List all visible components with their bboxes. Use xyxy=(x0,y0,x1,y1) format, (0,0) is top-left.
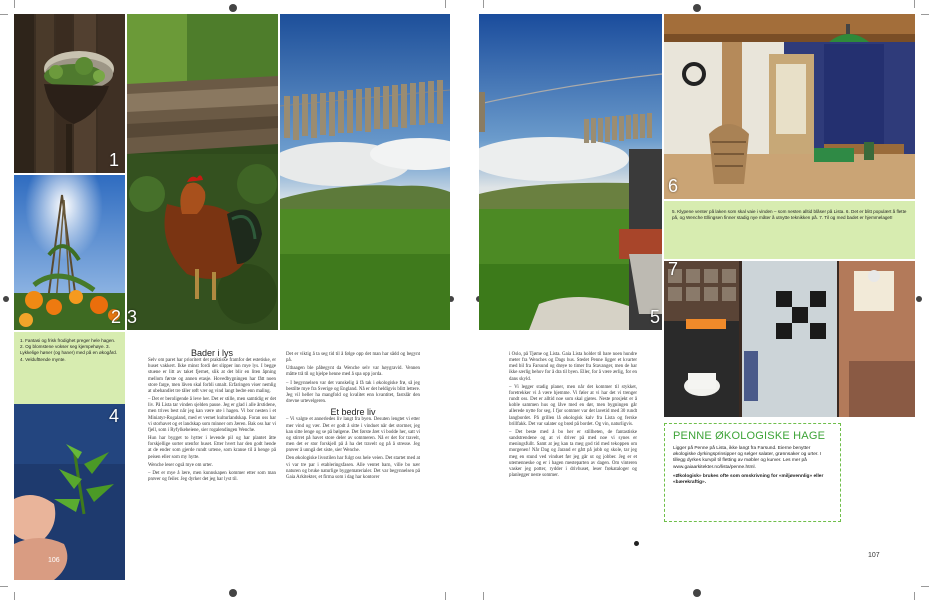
bean-poles-flowers-photo xyxy=(14,175,125,330)
photo-number: 1 xyxy=(108,150,119,170)
info-sidebar xyxy=(664,423,841,522)
crop-line xyxy=(914,592,915,600)
crop-line xyxy=(483,592,484,600)
crop-line xyxy=(0,586,8,587)
photo-number: 3 xyxy=(127,307,138,327)
crop-line xyxy=(14,0,15,8)
hands-herb-photo xyxy=(14,404,125,580)
crop-line xyxy=(483,0,484,8)
crop-line xyxy=(445,592,446,600)
clothespins-field-left-photo xyxy=(280,14,450,330)
laundry-line-field-photo xyxy=(479,14,662,330)
photo-number: 4 xyxy=(108,406,119,426)
registration-mark xyxy=(229,4,237,12)
photo-number: 2 xyxy=(110,307,121,327)
end-mark xyxy=(634,541,639,546)
rooster-photo xyxy=(127,14,278,330)
crop-line xyxy=(914,0,915,8)
page-number-left: 106 xyxy=(48,557,60,564)
crop-line xyxy=(14,592,15,600)
crop-line xyxy=(445,0,446,8)
article-column-2: Det er viktig å ta seg tid til å følge opp det man har sådd og begynt på. Utbaagen ble påbegynt da Wenche selv var høygravid. Vennen måtte trå til og hjelpe henne med å spa opp jorda. – I begynnelsen var det vanskelig å få tak i økologiske frø, så jeg bestilte mye fra Sverige og England. Nå er det heldigvis blitt lettere. Jeg vil heller ha mangfold og kvalitet enn kvantitet, fastslår den drevne urtevelgeren. Et bedre liv – Vi valgte et annerledes liv langt fra byen. Desuten lengtet vi etter mer vind og vær. Det er godt å sitte i vinduet når det stormer, jeg kan sitte lenge og se på bølgene. Det første året vi bodde her, satt vi og stirret på havet store deler av sommeren. Nå er det for travelt, men det er stor forskjell på å ha det travelt og på å stresse. Jeg prøver å unngå det siste, sier Wenche. Den økologiske livsstilen har fulgt oss hele veien. Det startet med at vi var tre par i etableringsfasen. Alle ventet barn, ville bo nær naturen og bruke naturlige byggematerialer. Det var begynnelsen på Gaia Arkitekter, et firma som i dag har kontorer xyxy=(286,352,420,480)
article-column-3: i Oslo, på Tjøme og Lista. Gaia Lista holder til bare noen hundre meter fra Wenches og Dags hus. Stedet Penne ligger et kvarter med bil fra Farsund og drøye to timer fra Stavanger, men de har ikke særlig behov for å dra til byen. Eller, for å være ærlig, for en dans skyld. – Vi legger stadig planer, men når det kommer til stykket, foretrekker vi å være hjemme. Vi føler at vi har det vi trenger rundt oss. Det er alltid noe som skal gjøres. Neste prosjekt er å koble sammen hus og låve med en dør, men bygningen går allerede nytte for seg. I fjor sommer var det lavetid med 30 rundt langbordet. På grillen lå økologisk kalv fra Lista og ferske brillfakk. Det var salater og brød på bordet. Og vin, naturligvis. – Det beste med å bo her er stillheten, de fantastiske sandstrendene og at vi driver på med noe vi synes er meningsfullt. Samt at jeg kan ta meg god tid med tekoppen om morgenen! Når Dag og Jarand er gått på jobb og skole, tar jeg meg en stund ved vinduet før jeg går ut og jobber. Jeg er et utemenneske og er i hagen mesteparten av dagen. Om vinteren vasker jeg potter, rydder i drivhuset, leser frøkataloger og planlegger neste sommer. xyxy=(509,352,637,478)
crop-line xyxy=(921,14,929,15)
bathtub-plants-photo xyxy=(14,14,125,173)
registration-mark xyxy=(693,4,701,12)
registration-mark xyxy=(3,296,9,302)
sidebar-body: Ligger på Penne på Lista, ikke langt fra Farsund. Eierne benytter økologiske dyrkingsprinsipper og selger salater, grønnsaker og urter. I tillegg dyrkes kurvpil til fletting av møbler og kurver. Les mer på www.gaiaarkitekter.no/lista/penne.html. xyxy=(673,446,822,470)
photo-number: 7 xyxy=(668,261,679,279)
crop-line xyxy=(0,14,8,15)
left-caption: 1. Fantasi og frisk frodighet preger hele hagen. 2. Og blomstene vokser seg kjempehøye. 3. Lykkelige høner (og haner) med på en økogård. 4. Veldufttende mynte. xyxy=(14,332,125,404)
registration-mark xyxy=(229,589,237,597)
registration-mark xyxy=(916,296,922,302)
registration-mark xyxy=(693,589,701,597)
sidebar-note: «Økologisk» brukes ofte som omskrivning for «miljøvennlig» eller «bærekraftig». xyxy=(673,473,824,486)
subheading: Bader i lys xyxy=(190,348,234,358)
photo-number: 5 xyxy=(649,307,660,327)
kitchen-interior-photo xyxy=(664,14,915,199)
sidebar-title: PENNE ØKOLOGISKE HAGE xyxy=(673,430,826,442)
right-caption: 5. Klypene venter på laken som skal vaie i vinden – som nesten alltid blåser på Lista. 6. Det er blitt populært å flette på, og Wenche Ellingsen finner stadig nye måter å utnytte teknikken på. 7. Til og med badet er hjemmelaget! xyxy=(664,201,915,259)
photo-number: 6 xyxy=(668,176,679,196)
subheading: Et bedre liv xyxy=(330,407,376,418)
bathroom-photo xyxy=(664,261,915,417)
page-number-right: 107 xyxy=(868,552,880,559)
crop-line xyxy=(921,586,929,587)
article-column-1: Bader i lys Selv om paret har prioritert det praktiske framfor det estetiske, er huset vakkert. Ikke minst fordi det slipper inn mye lys. I begge stuene er litt av taket fjernet, slik at det blir en liten åpning mellom første og annen etasje. Hovedbygningen har fått noen store farge, men låven skal forbli umalt. Erfaringen viser nemlig at ubehandlet tre tåler røft vær og vind langt bedre enn maling. – Det er beroligende å leve her. Det er stille, men samtidig er det liv. På Lista tar vinden sjelden pause. Jeg er glad i alle årstidene, men trives best når jeg kan være ute i hagen. Vi bor nesten i et Miniatyr-Rogaland, med et vernet kulturlandskap. Foran oss har vi storhavet og et landskap som minner om Jæren. Bak oss har vi fjell, som i Ryfylkeheiene, sier rogalendingen Wenche. Hun har bygget to hytter i levende pil og har plantet åtte forskjellige sorter utenfor huset. Etter hvert har den godt hende at de ender som gjerde rundt urtene, som kranse til å henge på peisen eller som my hytte. Wenche leser også mye om urter. – Det er mye å lære, men kunnskapen kommer etter som man prøver og feiler. Jeg dyrker det jeg har lyst til. xyxy=(148,348,276,482)
